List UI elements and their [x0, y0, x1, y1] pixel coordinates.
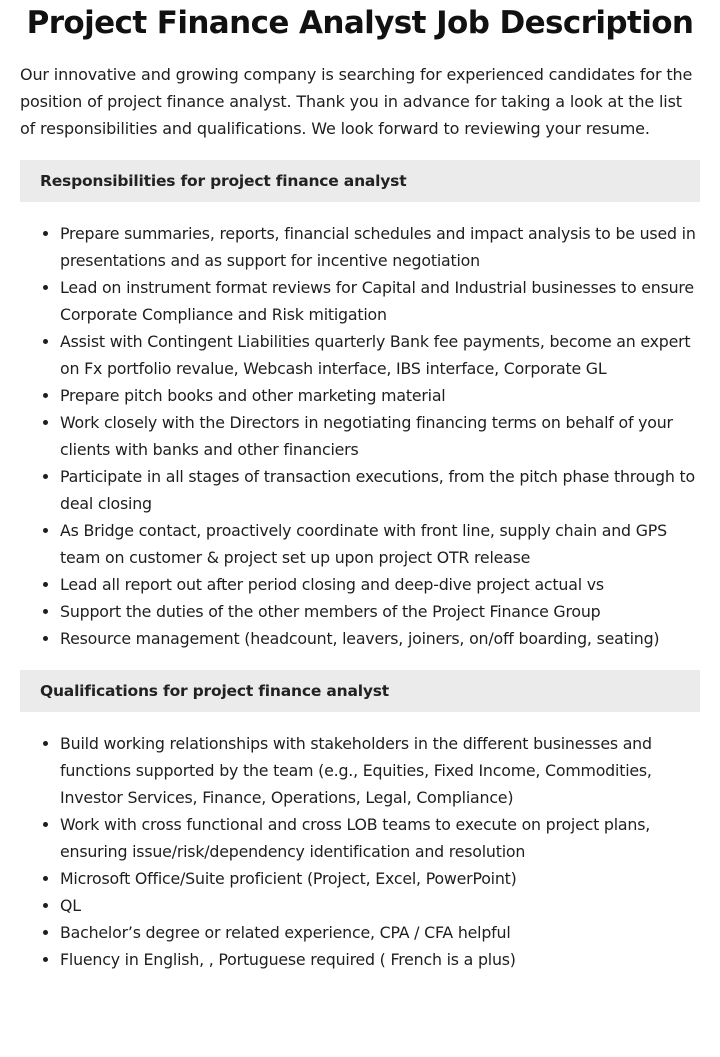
- list-item: Prepare summaries, reports, financial schedules and impact analysis to be used in presentations and as support for incentive negotiation: [60, 220, 700, 274]
- qualifications-heading: Qualifications for project finance analyst: [20, 670, 700, 712]
- list-item: Participate in all stages of transaction executions, from the pitch phase through to deal closing: [60, 463, 700, 517]
- list-item: Work with cross functional and cross LOB teams to execute on project plans, ensuring issue/risk/dependency identification and resolution: [60, 811, 700, 865]
- list-item: Support the duties of the other members of the Project Finance Group: [60, 598, 700, 625]
- list-item: Resource management (headcount, leavers, joiners, on/off boarding, seating): [60, 625, 700, 652]
- list-item: Build working relationships with stakeholders in the different businesses and functions supported by the team (e.g., Equities, Fixed Income, Commodities, Investor Services, Finance, Operations, Legal, Compliance): [60, 730, 700, 811]
- responsibilities-heading: Responsibilities for project finance analyst: [20, 160, 700, 202]
- list-item: Fluency in English, , Portuguese required ( French is a plus): [60, 946, 700, 973]
- responsibilities-list: [20, 220, 700, 652]
- list-item: Bachelor’s degree or related experience, CPA / CFA helpful: [60, 919, 700, 946]
- list-item: Prepare pitch books and other marketing material: [60, 382, 700, 409]
- list-item: Microsoft Office/Suite proficient (Project, Excel, PowerPoint): [60, 865, 700, 892]
- list-item: Lead on instrument format reviews for Capital and Industrial businesses to ensure Corporate Compliance and Risk mitigation: [60, 274, 700, 328]
- list-item: As Bridge contact, proactively coordinate with front line, supply chain and GPS team on customer & project set up upon project OTR release: [60, 517, 700, 571]
- page-title: Project Finance Analyst Job Description: [26, 5, 694, 41]
- intro-paragraph: Our innovative and growing company is searching for experienced candidates for the position of project finance analyst. Thank you in advance for taking a look at the list of responsibilities and qualifications. We look forward to reviewing your resume.: [20, 65, 693, 138]
- list-item: Work closely with the Directors in negotiating financing terms on behalf of your clients with banks and other financiers: [60, 409, 700, 463]
- list-item: QL: [60, 892, 700, 919]
- list-item: Lead all report out after period closing and deep-dive project actual vs: [60, 571, 700, 598]
- qualifications-list: [20, 730, 700, 973]
- list-item: Assist with Contingent Liabilities quarterly Bank fee payments, become an expert on Fx portfolio revalue, Webcash interface, IBS interface, Corporate GL: [60, 328, 700, 382]
